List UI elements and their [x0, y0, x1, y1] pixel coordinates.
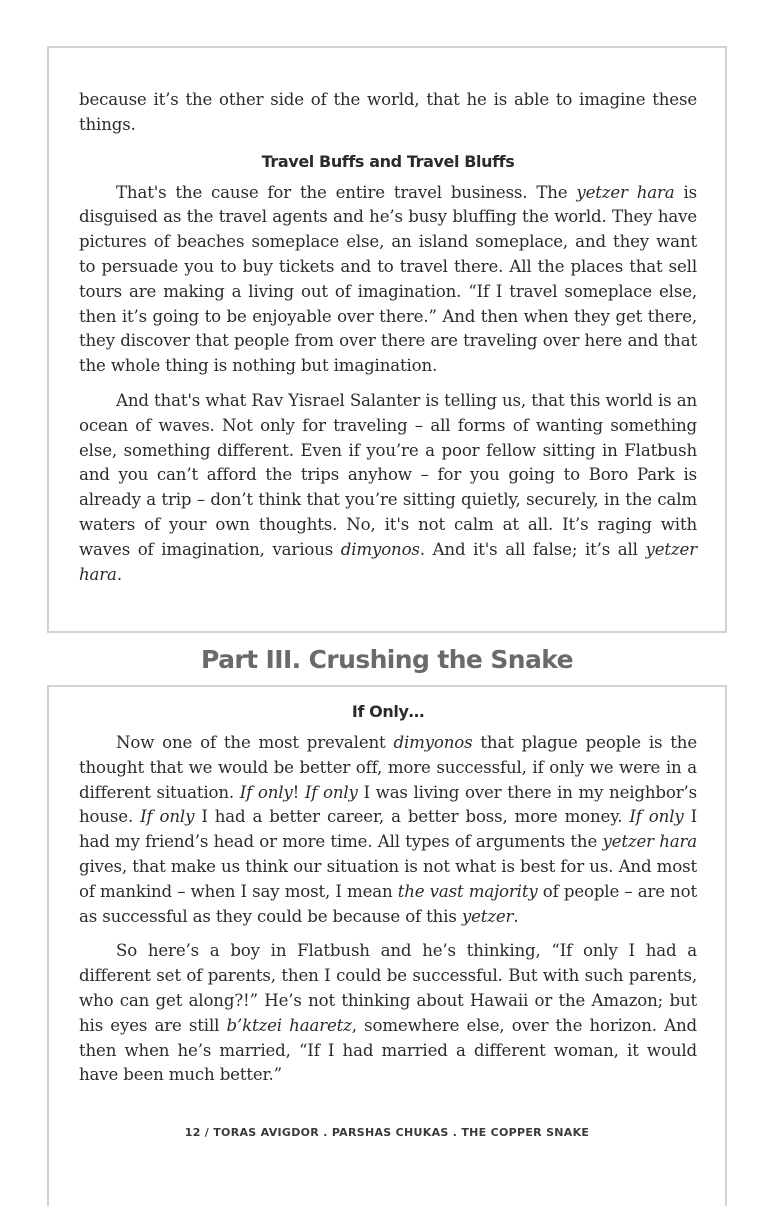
paragraph-ocean-of-waves: And that's what Rav Yisrael Salanter is telling us, that this world is an ocean of waves. Not only for traveling – all forms of wanting something else, something different. Even if you’re a poor fellow sitting in Flatbush and you can’t afford the trips anyhow – for you going to Boro Park is already a trip – don’t think that you’re sitting quietly, securely, in the calm waters of your own thoughts. No, it's not calm at all. It’s raging with waves of imagination, various dimyonos. And it's all false; it’s all yetzer hara.	[79, 390, 697, 584]
paragraph-continuation: because it’s the other side of the world, that he is able to imagine these things.	[79, 90, 697, 134]
subheading-travel-buffs: Travel Buffs and Travel Bluffs	[261, 151, 515, 171]
section-if-only	[79, 702, 697, 1088]
paragraph-dimyonos: Now one of the most prevalent dimyonos that plague people is the thought that we would be better off, more successful, if only we were in a different situation. If only! If only I was living over there in my neighbor’s house. If only I had a better career, a better boss, more money. If only I had my friend’s head or more time. All types of arguments the yetzer hara gives, that make us think our situation is not what is best for us. And most of mankind – when I say most, I mean the vast majority of people – are not as successful as they could be because of this yetzer.	[79, 733, 698, 926]
part-header	[47, 631, 727, 687]
paragraph-travel-business: That's the cause for the entire travel business. The yetzer hara is disguised as the travel agents and he’s busy bluffing the world. They have pictures of beaches someplace else, an island someplace, and they want to persuade you to buy tickets and to travel there. All the places that sell tours are making a living out of imagination. “If I travel someplace else, then it’s going to be enjoyable over there.” And then when they get there, they discover that people from over there are traveling over here and that the whole thing is nothing but imagination.	[79, 182, 697, 376]
section-travel	[79, 88, 697, 587]
part-title: Part III. Crushing the Snake	[201, 644, 573, 674]
subheading-if-only: If Only…	[351, 702, 425, 721]
page-footer: 12 / TORAS AVIGDOR . PARSHAS CHUKAS . THE COPPER SNAKE	[184, 1126, 590, 1139]
paragraph-boy-in-flatbush: So here’s a boy in Flatbush and he’s thinking, “If only I had a different set of parents, then I could be successful. But with such parents, who can get along?!” He’s not thinking about Hawaii or the Amazon; but his eyes are still b’ktzei haaretz, somewhere else, over the horizon. And then when he’s married, “If I had married a different woman, it would have been much better.”	[79, 941, 697, 1085]
